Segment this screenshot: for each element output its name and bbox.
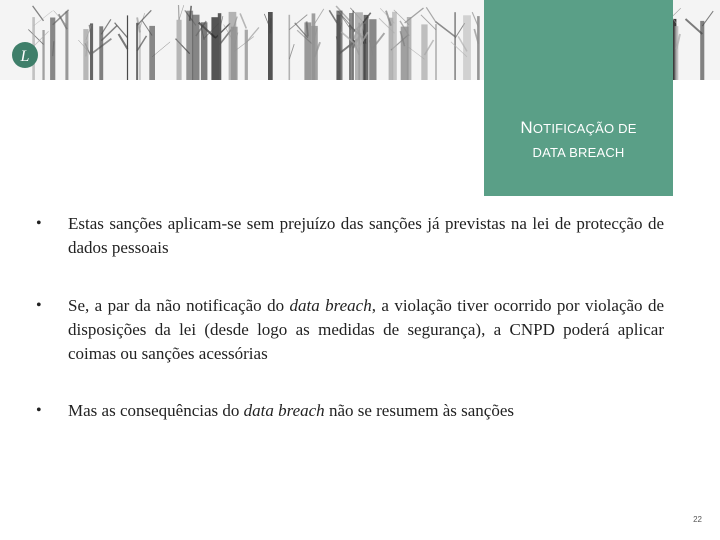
bullet-text-italic: data breach (243, 401, 325, 420)
title-first-letter: N (520, 118, 533, 137)
slide-title-line1 (484, 118, 673, 138)
bullet-item (36, 294, 664, 366)
svg-text:L: L (20, 48, 30, 65)
bullet-text: Estas sanções aplicam-se sem prejuízo das sanções já previstas na lei de protecção de dados pessoais (68, 214, 664, 257)
title-box (484, 0, 673, 196)
bullet-text-part2: , a violação tiver ocorrido por violação de disposições da lei (desde logo as medidas de segurança), a CNPD poderá aplicar coimas ou sanções acessórias (68, 296, 664, 363)
bullet-icon: • (36, 402, 42, 419)
bullet-text-part1: Mas as consequências do (68, 401, 244, 420)
bullet-icon: • (36, 297, 42, 314)
bullet-item (36, 399, 664, 423)
bullet-text-part2: não se resumem às sanções (324, 401, 514, 420)
bullet-text-italic: data breach (289, 296, 372, 315)
slide-title-line2: DATA BREACH (532, 145, 625, 160)
title-rest: OTIFICAÇÃO DE (532, 121, 637, 136)
bullet-text-part1: Se, a par da não notificação do (68, 296, 290, 315)
logo-icon (10, 40, 40, 70)
page-number: 22 (693, 515, 702, 524)
bullet-icon: • (36, 215, 42, 232)
bullet-item (36, 212, 664, 260)
